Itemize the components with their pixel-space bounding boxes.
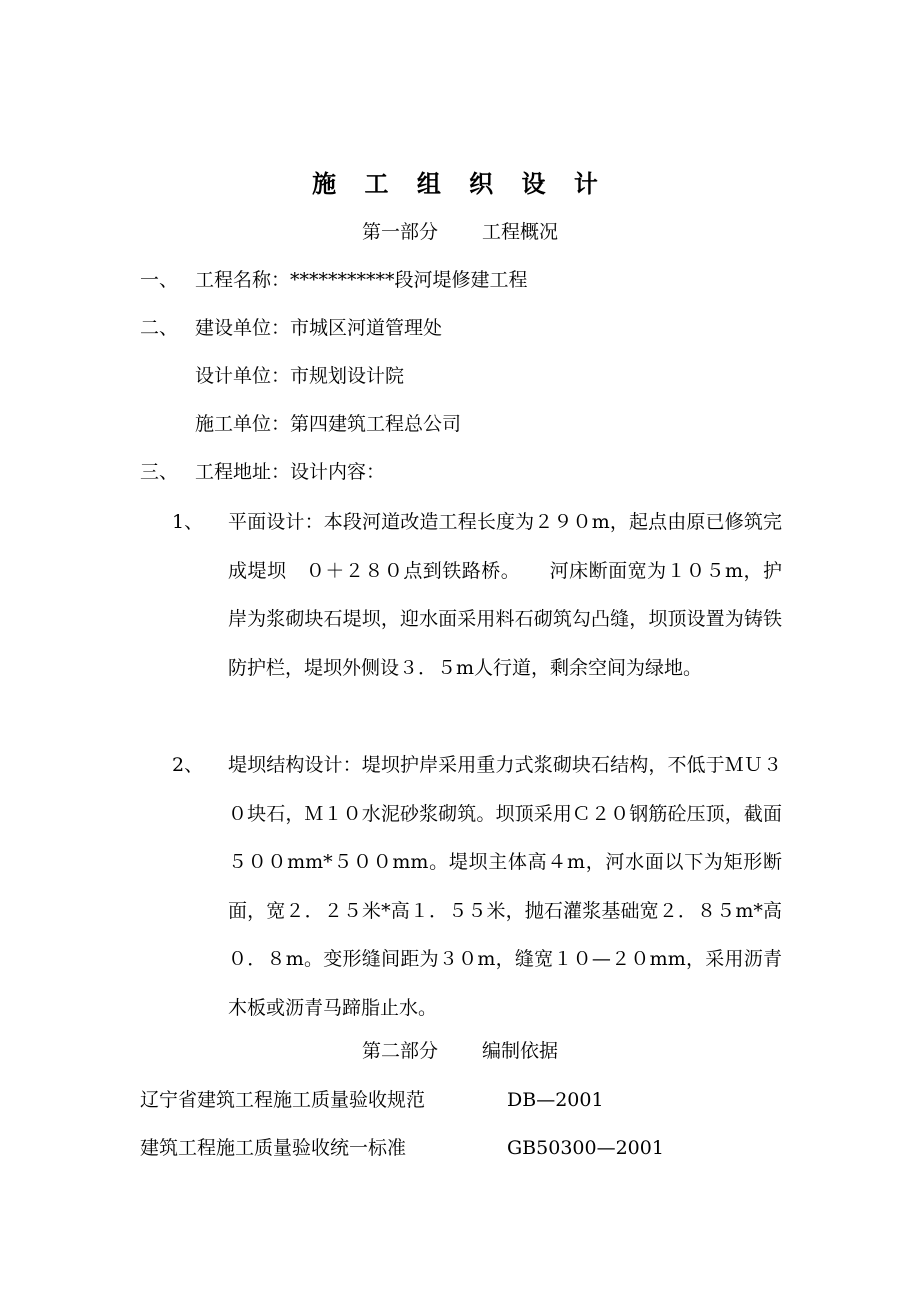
part1-heading-name: 工程概况 [482, 221, 559, 243]
basis-item-code: DB—2001 [507, 1089, 604, 1111]
item-design-unit: 设计单位：市规划设计院 [195, 365, 405, 387]
item-project-address: 工程地址：设计内容： [195, 461, 386, 483]
sub-plan-design: 平面设计：本段河道改造工程长度为２９０m，起点由原已修筑完成堤坝 ０＋２８０点到铁路桥。 河床断面宽为１０５m，护岸为浆砌块石堤坝，迎水面采用料石砌筑勾凸缝，坝顶设置为铸铁防护栏，堤坝外侧设３．５m人行道，剩余空间为绿地。 [228, 511, 782, 679]
part1-heading-number: 第一部分 [361, 221, 438, 243]
sub-two-marker: 2、 [172, 754, 204, 776]
basis-item-name: 辽宁省建筑工程施工质量验收规范 [140, 1089, 426, 1111]
basis-item-code: GB50300—2001 [507, 1137, 664, 1159]
sub-structure-design: 堤坝结构设计：堤坝护岸采用重力式浆砌块石结构，不低于ＭＵ３０块石，Ｍ１０水泥砂浆砌筑。坝顶采用Ｃ２０钢筋砼压顶，截面５００mm*５００mm。堤坝主体高４m，河水面以下为矩形断面，宽２．２５米*高１．５５米，抛石灌浆基础宽２．８５m*高０．８m。变形缝间距为３０m，缝宽１０—２０mm，采用沥青木板或沥青马蹄脂止水。 [228, 754, 782, 1019]
part2-heading [0, 1037, 920, 1065]
part2-heading-number: 第二部分 [361, 1040, 438, 1062]
item-two-marker: 二、 [140, 317, 179, 339]
item-construction-unit: 施工单位：第四建筑工程总公司 [195, 413, 462, 435]
sub-one-marker: 1、 [172, 511, 204, 533]
item-project-name: 工程名称：***********段河堤修建工程 [195, 269, 528, 291]
document-title: 施 工 组 织 设 计 [312, 169, 608, 198]
basis-item-name: 建筑工程施工质量验收统一标准 [140, 1137, 407, 1159]
part1-heading [0, 218, 920, 246]
part2-heading-name: 编制依据 [482, 1040, 559, 1062]
item-three-marker: 三、 [140, 461, 179, 483]
item-one-marker: 一、 [140, 269, 179, 291]
item-construction-owner: 建设单位：市城区河道管理处 [195, 317, 443, 339]
